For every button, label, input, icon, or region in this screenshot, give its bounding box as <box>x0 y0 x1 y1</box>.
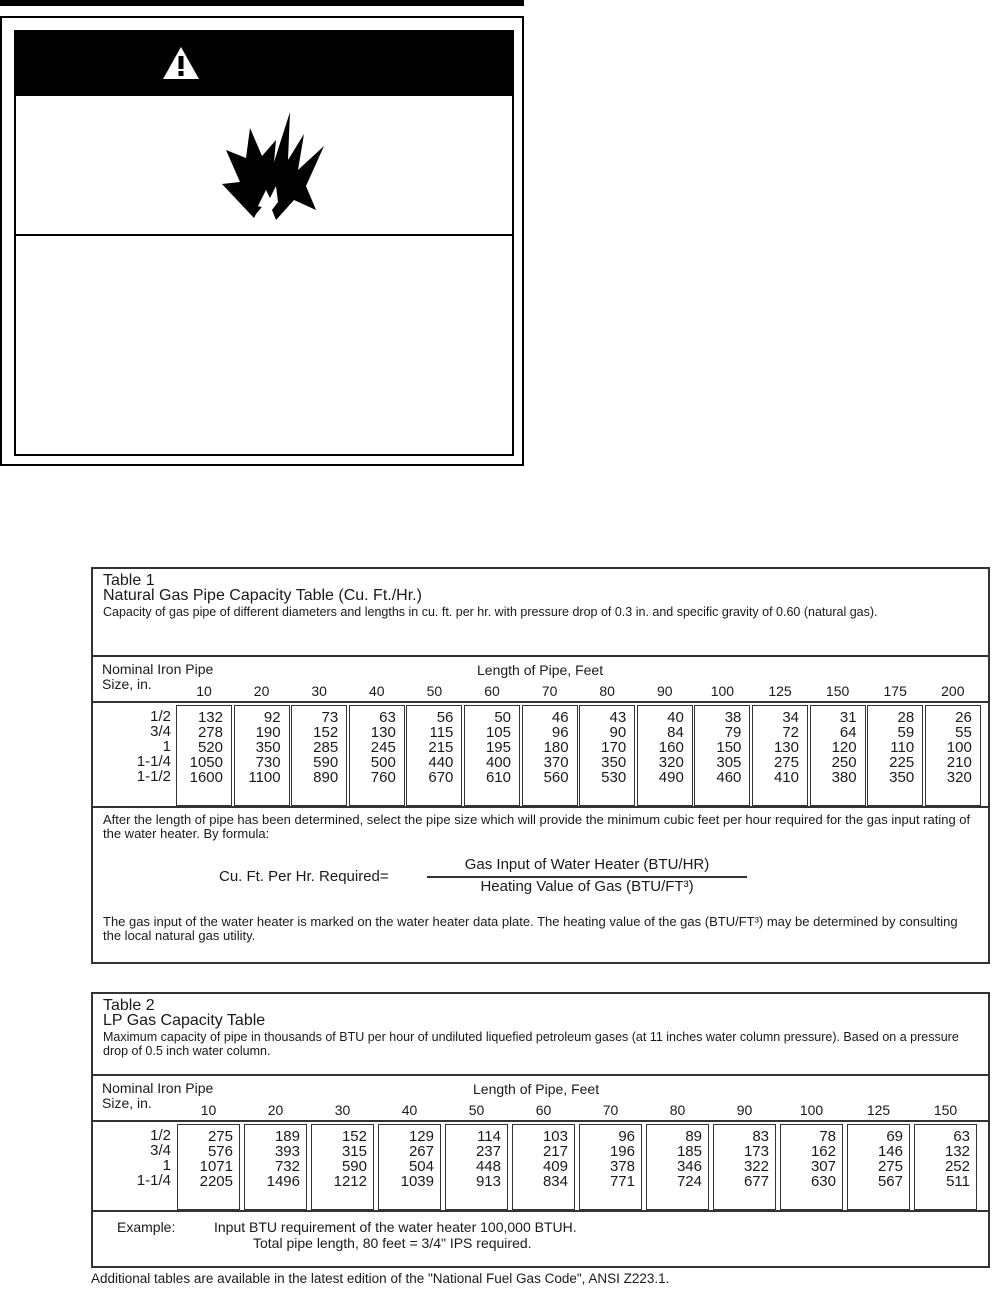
table1-length-60: 60 <box>484 683 500 699</box>
table2-column-70ft <box>579 1124 642 1210</box>
table1-column-200ft <box>925 705 981 806</box>
table1-cell-value: 560 <box>543 769 569 786</box>
table2-cell-value: 393 <box>274 1143 300 1160</box>
table2-cell-value: 185 <box>676 1143 702 1160</box>
table2-length-row <box>93 1102 988 1120</box>
table2-length-header: Length of Pipe, Feet <box>473 1081 600 1097</box>
table2-size-label: 1/2 <box>150 1127 171 1144</box>
table1-cell-value: 120 <box>831 739 857 756</box>
table1-header <box>93 569 988 657</box>
table1-cell-value: 110 <box>890 739 915 756</box>
table1-cell-value: 520 <box>197 739 223 756</box>
table1-cell-value: 43 <box>609 709 627 726</box>
table2-cell-value: 69 <box>886 1128 903 1145</box>
table2-cell-value: 275 <box>207 1128 233 1145</box>
table1-title: Natural Gas Pipe Capacity Table (Cu. Ft./Hr.) <box>103 587 422 604</box>
bottom-note: Additional tables are available in the latest edition of the "National Fuel Gas Code", ANSI Z223.1. <box>91 1271 670 1286</box>
table2-cell-value: 89 <box>685 1128 702 1145</box>
table1-cell-value: 92 <box>263 709 281 726</box>
table2-cell-value: 322 <box>743 1158 769 1175</box>
table1-length-10: 10 <box>196 683 212 699</box>
table1-cell-value: 73 <box>321 709 339 726</box>
table1-cell-value: 350 <box>255 739 281 756</box>
table1-cell-value: 56 <box>436 709 454 726</box>
table1-cell-value: 370 <box>543 754 569 771</box>
table1-column-20ft <box>234 705 290 806</box>
table2-cell-value: 630 <box>810 1173 836 1190</box>
table1-cell-value: 590 <box>313 754 339 771</box>
table1-cell-value: 132 <box>197 709 223 726</box>
table1-cell-value: 100 <box>946 739 972 756</box>
table1-cell-value: 90 <box>609 724 627 741</box>
table2-column-header <box>93 1076 988 1122</box>
table1-cell-value: 670 <box>428 769 454 786</box>
table2-length-150: 150 <box>933 1102 958 1118</box>
table2-cell-value: 103 <box>542 1128 568 1145</box>
table2-cell-value: 677 <box>743 1173 769 1190</box>
table1-size-label: 1-1/4 <box>136 753 171 770</box>
table1-cell-value: 130 <box>773 739 799 756</box>
table1-length-175: 175 <box>883 683 907 699</box>
table1-column-30ft <box>291 705 347 806</box>
table1-cell-value: 350 <box>601 754 627 771</box>
table1-column-header <box>93 657 988 703</box>
table1-cell-value: 46 <box>551 709 569 726</box>
table1-cell-value: 72 <box>782 724 799 741</box>
table2-cell-value: 173 <box>743 1143 769 1160</box>
table1-cell-value: 350 <box>889 769 915 786</box>
table1-cell-value: 170 <box>601 739 627 756</box>
table1-cell-value: 28 <box>897 709 915 726</box>
table1-length-200: 200 <box>941 683 965 699</box>
table1-column-50ft <box>406 705 462 806</box>
table1-cell-value: 278 <box>197 724 223 741</box>
table1-cell-value: 105 <box>485 724 511 741</box>
table2-column-20ft <box>244 1124 307 1210</box>
table2-cell-value: 267 <box>408 1143 434 1160</box>
table1-cell-value: 55 <box>955 724 972 741</box>
capacity-formula <box>219 856 779 896</box>
warning-box <box>0 16 524 466</box>
table1-cell-value: 380 <box>831 769 857 786</box>
table1-cell-value: 180 <box>543 739 569 756</box>
table2-cell-value: 834 <box>542 1173 568 1190</box>
table2-column-100ft <box>780 1124 843 1210</box>
table1-length-30: 30 <box>311 683 327 699</box>
example-label: Example: <box>117 1219 176 1235</box>
table2-cell-value: 252 <box>944 1158 970 1175</box>
table1-cell-value: 760 <box>370 769 396 786</box>
table1-cell-value: 84 <box>667 724 684 741</box>
table2-cell-value: 1212 <box>333 1173 367 1190</box>
table2-column-90ft <box>713 1124 776 1210</box>
table1-length-50: 50 <box>426 683 443 699</box>
table1-cell-value: 1100 <box>248 769 281 786</box>
table2-cell-value: 1496 <box>266 1173 300 1190</box>
table2-length-80: 80 <box>669 1102 686 1118</box>
table1-size-label: 1/2 <box>150 708 171 725</box>
table2-body <box>93 1122 988 1212</box>
table1-column-70ft <box>522 705 578 806</box>
table1-cell-value: 195 <box>485 739 511 756</box>
table2-column-60ft <box>512 1124 575 1210</box>
table1-column-100ft <box>694 705 750 806</box>
table1-cell-value: 34 <box>782 709 799 726</box>
table2-cell-value: 913 <box>475 1173 501 1190</box>
table1-cell-value: 320 <box>946 769 972 786</box>
table1-cell-value: 1600 <box>189 769 223 786</box>
table1-column-90ft <box>637 705 693 806</box>
table1-cell-value: 63 <box>379 709 396 726</box>
table2-cell-value: 504 <box>408 1158 434 1175</box>
table1-length-150: 150 <box>825 683 850 699</box>
table1-cell-value: 40 <box>667 709 684 726</box>
table2-column-150ft <box>914 1124 977 1210</box>
table2-cell-value: 315 <box>341 1143 367 1160</box>
table2-cell-value: 448 <box>475 1158 501 1175</box>
table2-cell-value: 511 <box>946 1173 970 1190</box>
table2-number: Table 2 <box>103 997 155 1014</box>
table1-cell-value: 440 <box>428 754 454 771</box>
table1-body <box>93 703 988 808</box>
table1-column-125ft <box>752 705 808 806</box>
table2-footer <box>93 1212 988 1266</box>
table2-column-80ft <box>646 1124 709 1210</box>
table1-length-125: 125 <box>768 683 792 699</box>
table2-description: Maximum capacity of pipe in thousands of BTU per hour of undiluted liquefied petroleum gases (at 11 inches water column pressure). Based on a pressure drop of 0.5 inch water column. <box>103 1030 959 1058</box>
table1-length-header: Length of Pipe, Feet <box>477 662 604 678</box>
table1-cell-value: 410 <box>773 769 799 786</box>
table2-length-70: 70 <box>602 1102 619 1118</box>
table2-cell-value: 217 <box>542 1143 568 1160</box>
table2-cell-value: 146 <box>877 1143 903 1160</box>
table2-length-10: 10 <box>200 1102 217 1118</box>
example-line1: Input BTU requirement of the water heater 100,000 BTUH. <box>214 1219 577 1235</box>
table1-cell-value: 245 <box>370 739 396 756</box>
table1-cell-value: 38 <box>724 709 742 726</box>
table1-cell-value: 130 <box>370 724 396 741</box>
table2-length-30: 30 <box>334 1102 351 1118</box>
table2-length-90: 90 <box>736 1102 753 1118</box>
table2-cell-value: 346 <box>676 1158 702 1175</box>
table1-cell-value: 215 <box>428 739 454 756</box>
table1-cell-value: 400 <box>485 754 511 771</box>
table2-cell-value: 2205 <box>199 1173 233 1190</box>
table1-cell-value: 79 <box>724 724 742 741</box>
table2-size-header-line2: Size, in. <box>102 1095 152 1111</box>
table2-cell-value: 724 <box>676 1173 702 1190</box>
table1-column-175ft <box>867 705 923 806</box>
table1-description: Capacity of gas pipe of different diameters and lengths in cu. ft. per hr. with pressure drop of 0.3 in. and specific gravity of 0.60 (natural gas). <box>103 605 878 619</box>
table1-length-row <box>93 683 988 701</box>
table1-cell-value: 1050 <box>189 754 223 771</box>
table2-cell-value: 189 <box>274 1128 300 1145</box>
explosion-icon <box>216 110 328 220</box>
table1-cell-value: 160 <box>658 739 684 756</box>
table2-cell-value: 590 <box>341 1158 367 1175</box>
table1-cell-value: 275 <box>773 754 799 771</box>
table2-length-20: 20 <box>267 1102 284 1118</box>
table1-cell-value: 64 <box>839 724 857 741</box>
table2-cell-value: 771 <box>609 1173 635 1190</box>
table1-length-100: 100 <box>710 683 735 699</box>
table1-size-label: 3/4 <box>150 723 171 740</box>
formula-denominator: Heating Value of Gas (BTU/FT³) <box>480 878 694 895</box>
table1-size-column <box>93 709 171 784</box>
table2-size-header-line1: Nominal Iron Pipe <box>102 1080 214 1096</box>
table1-cell-value: 285 <box>313 739 339 756</box>
table1-cell-value: 530 <box>601 769 627 786</box>
table2-title: LP Gas Capacity Table <box>103 1012 266 1029</box>
table2-cell-value: 63 <box>953 1128 970 1145</box>
table2-cell-value: 378 <box>609 1158 635 1175</box>
table1-footnote: The gas input of the water heater is marked on the water heater data plate. The heating value of the gas (BTU/FT³) may be determined by consulting the local natural gas utility. <box>103 914 958 943</box>
table1-column-80ft <box>579 705 635 806</box>
table1-size-header-line1: Nominal Iron Pipe <box>102 661 214 677</box>
table2-size-label: 3/4 <box>150 1142 171 1159</box>
table1-cell-value: 890 <box>313 769 339 786</box>
explosion-hazard-panel <box>16 96 512 236</box>
table2-length-100: 100 <box>799 1102 824 1118</box>
table2-cell-value: 152 <box>341 1128 367 1145</box>
table2-length-125: 125 <box>866 1102 891 1118</box>
table2-cell-value: 129 <box>408 1128 434 1145</box>
table1-cell-value: 500 <box>370 754 396 771</box>
table2-cell-value: 162 <box>810 1143 836 1160</box>
table2-size-label: 1-1/4 <box>136 1172 171 1189</box>
table1-cell-value: 250 <box>831 754 857 771</box>
table2-size-label: 1 <box>162 1157 171 1174</box>
table1-column-40ft <box>349 705 405 806</box>
table1-length-40: 40 <box>369 683 385 699</box>
table2-cell-value: 78 <box>819 1128 836 1145</box>
lp-gas-capacity-table <box>91 992 990 1268</box>
table2-cell-value: 275 <box>877 1158 903 1175</box>
table2-cell-value: 567 <box>877 1173 903 1190</box>
table1-cell-value: 490 <box>658 769 684 786</box>
table1-cell-value: 305 <box>716 754 742 771</box>
table1-cell-value: 210 <box>946 754 972 771</box>
example-line2: Total pipe length, 80 feet = 3/4" IPS required. <box>253 1235 532 1251</box>
table1-cell-value: 115 <box>429 724 454 741</box>
table1-cell-value: 26 <box>955 709 972 726</box>
table1-cell-value: 320 <box>658 754 684 771</box>
table2-column-40ft <box>378 1124 441 1210</box>
table2-length-40: 40 <box>401 1102 418 1118</box>
table1-cell-value: 152 <box>313 724 339 741</box>
table1-cell-value: 225 <box>889 754 915 771</box>
table1-cell-value: 31 <box>839 709 857 726</box>
table2-column-30ft <box>311 1124 374 1210</box>
warning-triangle-icon <box>162 46 200 80</box>
table1-size-label: 1 <box>162 738 171 755</box>
table1-cell-value: 610 <box>485 769 511 786</box>
table2-column-50ft <box>445 1124 508 1210</box>
table1-column-150ft <box>810 705 866 806</box>
table1-column-10ft <box>176 705 232 806</box>
table2-size-column <box>93 1128 171 1188</box>
table1-cell-value: 50 <box>494 709 511 726</box>
table2-cell-value: 307 <box>810 1158 836 1175</box>
table1-column-60ft <box>464 705 520 806</box>
table1-cell-value: 730 <box>255 754 281 771</box>
table1-instructions: After the length of pipe has been determined, select the pipe size which will provide the minimum cubic feet per hour required for the gas input rating of the water heater. By formula: <box>103 812 971 841</box>
table1-size-header-line2: Size, in. <box>102 676 152 692</box>
table1-footer <box>93 808 988 962</box>
table2-cell-value: 1071 <box>199 1158 233 1175</box>
table1-number: Table 1 <box>103 572 155 589</box>
table2-cell-value: 114 <box>477 1128 501 1145</box>
formula-numerator: Gas Input of Water Heater (BTU/HR) <box>464 856 710 873</box>
warning-header-band <box>16 32 512 96</box>
table1-cell-value: 460 <box>716 769 742 786</box>
table2-length-60: 60 <box>535 1102 552 1118</box>
table2-cell-value: 237 <box>475 1143 501 1160</box>
table2-column-125ft <box>847 1124 910 1210</box>
table1-length-20: 20 <box>253 683 270 699</box>
table2-cell-value: 732 <box>274 1158 300 1175</box>
table2-cell-value: 132 <box>944 1143 970 1160</box>
table1-cell-value: 190 <box>255 724 281 741</box>
table2-column-10ft <box>177 1124 240 1210</box>
natural-gas-capacity-table <box>91 567 990 964</box>
table2-cell-value: 96 <box>618 1128 635 1145</box>
table2-length-50: 50 <box>468 1102 485 1118</box>
table1-length-90: 90 <box>657 683 673 699</box>
table1-size-label: 1-1/2 <box>136 768 171 785</box>
table2-header <box>93 994 988 1076</box>
table2-cell-value: 1039 <box>400 1173 434 1190</box>
table1-length-70: 70 <box>541 683 558 699</box>
table1-length-80: 80 <box>599 683 615 699</box>
table2-cell-value: 576 <box>207 1143 233 1160</box>
table1-cell-value: 96 <box>551 724 569 741</box>
formula-lhs: Cu. Ft. Per Hr. Required= <box>219 868 389 885</box>
table1-cell-value: 150 <box>716 739 742 756</box>
warning-box-inner <box>14 30 514 456</box>
table1-cell-value: 59 <box>897 724 915 741</box>
top-rule <box>0 0 524 6</box>
table2-cell-value: 409 <box>542 1158 568 1175</box>
table2-cell-value: 196 <box>609 1143 635 1160</box>
table2-cell-value: 83 <box>752 1128 769 1145</box>
